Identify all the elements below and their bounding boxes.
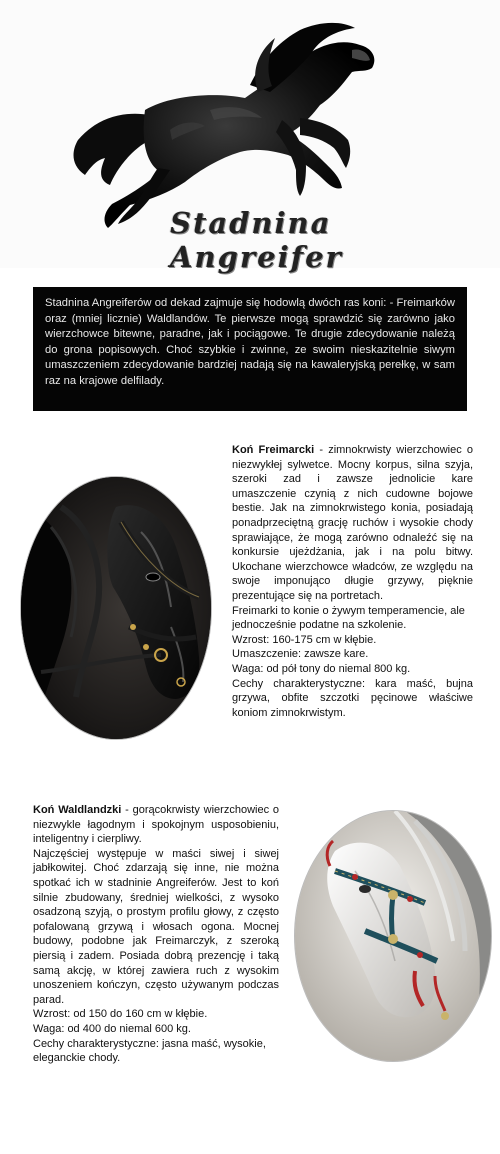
freimarcki-height: Wzrost: 160-175 cm w kłębie.	[232, 633, 377, 646]
freimarcki-color: Umaszczenie: zawsze kare.	[232, 648, 369, 661]
intro-text: Stadnina Angreiferów od dekad zajmuje się hodowlą dwóch ras koni: - Freimarków oraz (mniej licznie) Waldlandów. Te pierwsze mogą sprawdzić się zarówno jako wierzchowce bitewne, paradne, jak i pociągowe. Te drugie zdecydowanie należą do grona popisowych. Choć szybkie i zwinne, ze swoim nieskazitelnie siwym umaszczeniem zdecydowanie bardziej nadają się na kawaleryjską perełkę, w sam raz na krajowe delfilady.	[45, 297, 455, 387]
freimarcki-weight: Waga: od pół tony do niemal 800 kg.	[232, 662, 411, 675]
waldlandzki-name: Koń Waldlandzki	[33, 804, 122, 816]
freimarcki-description	[232, 443, 473, 604]
freimarcki-traits: Cechy charakterystyczne: kara maść, bujna grzywa, obfite szczotki pęcinowe właściwe koniom zimnokrwistym.	[232, 677, 473, 719]
waldlandzki-lead: - gorącokrwisty wierzchowiec o niezwykle łagodnym i spokojnym usposobieniu, inteligentny i cierpliwy.	[33, 804, 279, 846]
freimarcki-section	[232, 443, 473, 720]
freimarcki-temperament: Freimarki to konie o żywym temperamencie, ale jednocześnie podatne na szkolenie.	[232, 604, 465, 632]
header	[0, 0, 500, 274]
black-horse-portrait-icon	[20, 476, 212, 740]
intro-box	[33, 287, 467, 411]
waldlandzki-section	[33, 803, 279, 1066]
freimarcki-name: Koń Freimarcki	[232, 444, 315, 456]
waldlandzki-height: Wzrost: od 150 do 160 cm w kłębie.	[33, 1008, 208, 1021]
waldlandzki-traits: Cechy charakterystyczne: jasna maść, wysokie, eleganckie chody.	[33, 1037, 266, 1065]
freimarcki-lead: - zimnokrwisty wierzchowiec o niezwykłej sylwetce. Mocny korpus, silna szyja, szeroki zad i zawsze jednolicie kare umaszczenie czynią z nich cudowne bojowe bestie. Jak na zimnokrwistego konia, posiadają ponadprzeciętną grację ruchów i wysokie chody sprawiające, że mogą zarówno odnaleźć się na konkursie ujeżdżania, jak i na polu bitwy. Ukochane wierzchowce władców, ze względu na swoje imponująco długie grzywy, pięknie prezentujące się na portretach.	[232, 444, 473, 602]
brand-title: Stadnina Angreifer	[170, 206, 343, 274]
waldlandzki-weight: Waga: od 400 do niemal 600 kg.	[33, 1022, 191, 1035]
waldlandzki-description	[33, 803, 279, 847]
white-horse-portrait-icon	[294, 810, 492, 1062]
waldlandzki-body: Najczęściej występuje w maści siwej i siwej jabłkowitej. Choć zdarzają się inne, nie można spotkać ich w stadninie Angreiferów. Jest to koń silnie zbudowany, średniej wielkości, z wysoko osadzoną szyją, o prostym profilu głowy, z często pofalowaną grzywą i włosach ogona. Mocnej budowy, podobne jak Freimarczyk, z szeroką piersią i zadem. Posiada dobrą prezencję i taką samą akcję, w której zawiera ruch z wysokim unoszeniem kończyn, często używanym podczas parad.	[33, 847, 279, 1006]
